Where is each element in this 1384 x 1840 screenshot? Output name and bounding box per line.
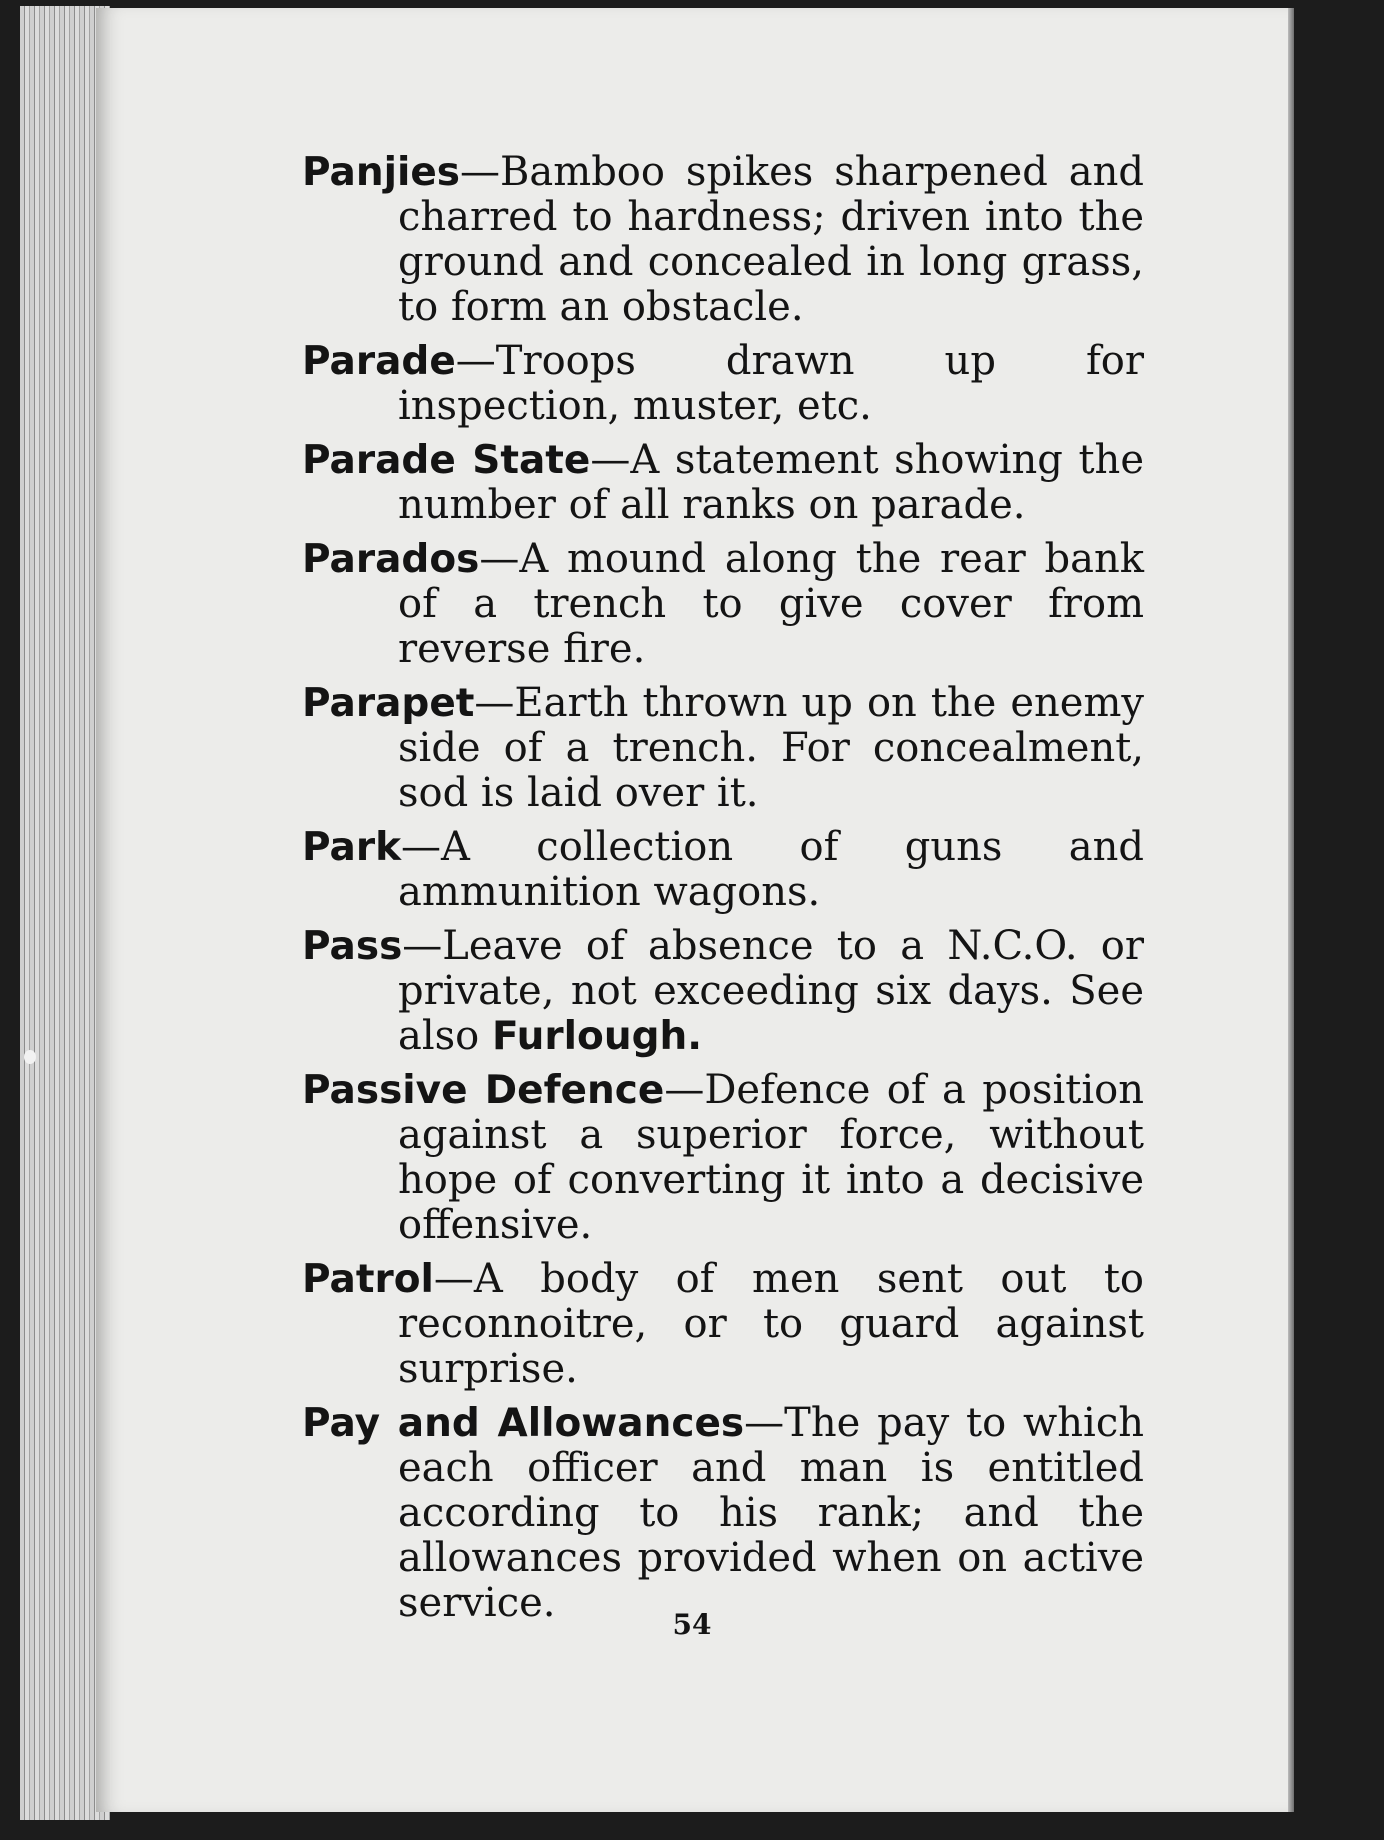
glossary-text (302, 150, 1144, 1635)
entry-term: Park (302, 825, 402, 870)
binding-hole (24, 1050, 36, 1064)
entry-definition: —A body of men sent out to reconnoitre, or to guard against surprise. (398, 1256, 1144, 1392)
entry-definition: —A collection of guns and ammunition wagons. (398, 824, 1144, 915)
glossary-entry (302, 681, 1144, 816)
glossary-entry (302, 825, 1144, 915)
entry-term: Patrol (302, 1257, 434, 1302)
glossary-entry (302, 1257, 1144, 1392)
facing-page-edge (1294, 8, 1384, 1812)
glossary-entry (302, 339, 1144, 429)
see-also-reference: Furlough. (491, 1014, 703, 1059)
glossary-entry (302, 438, 1144, 528)
glossary-entry (302, 1401, 1144, 1626)
entry-term: Parade State (302, 438, 591, 483)
entry-definition: —Leave of absence to a N.C.O. or private, not exceeding six days. See also (398, 923, 1144, 1059)
entry-definition: —Defence of a position against a superior force, without hope of converting it into a decisive offensive. (398, 1067, 1144, 1248)
glossary-entry (302, 150, 1144, 330)
entry-term: Parapet (302, 681, 475, 726)
entry-definition: —The pay to which each officer and man is entitled according to his rank; and the allowances provided when on active service. (398, 1400, 1145, 1626)
entry-term: Parados (302, 537, 480, 582)
entry-definition: —Troops drawn up for inspection, muster, etc. (398, 338, 1144, 429)
entry-term: Pass (302, 924, 403, 969)
entry-definition: —A mound along the rear bank of a trench to give cover from reverse fire. (398, 536, 1144, 672)
entry-definition: —A statement showing the number of all ranks on parade. (398, 437, 1144, 528)
entry-term: Passive Defence (302, 1068, 665, 1113)
entry-term: Pay and Allowances (302, 1401, 745, 1446)
entry-definition: —Earth thrown up on the enemy side of a trench. For concealment, sod is laid over it. (398, 680, 1144, 816)
glossary-entry (302, 1068, 1144, 1248)
entry-definition: —Bamboo spikes sharpened and charred to hardness; driven into the ground and concealed in long grass, to form an obstacle. (398, 149, 1144, 330)
entry-term: Panjies (302, 150, 461, 195)
entry-term: Parade (302, 339, 456, 384)
glossary-entry (302, 924, 1144, 1059)
page-number: 54 (672, 1608, 712, 1641)
glossary-entry (302, 537, 1144, 672)
